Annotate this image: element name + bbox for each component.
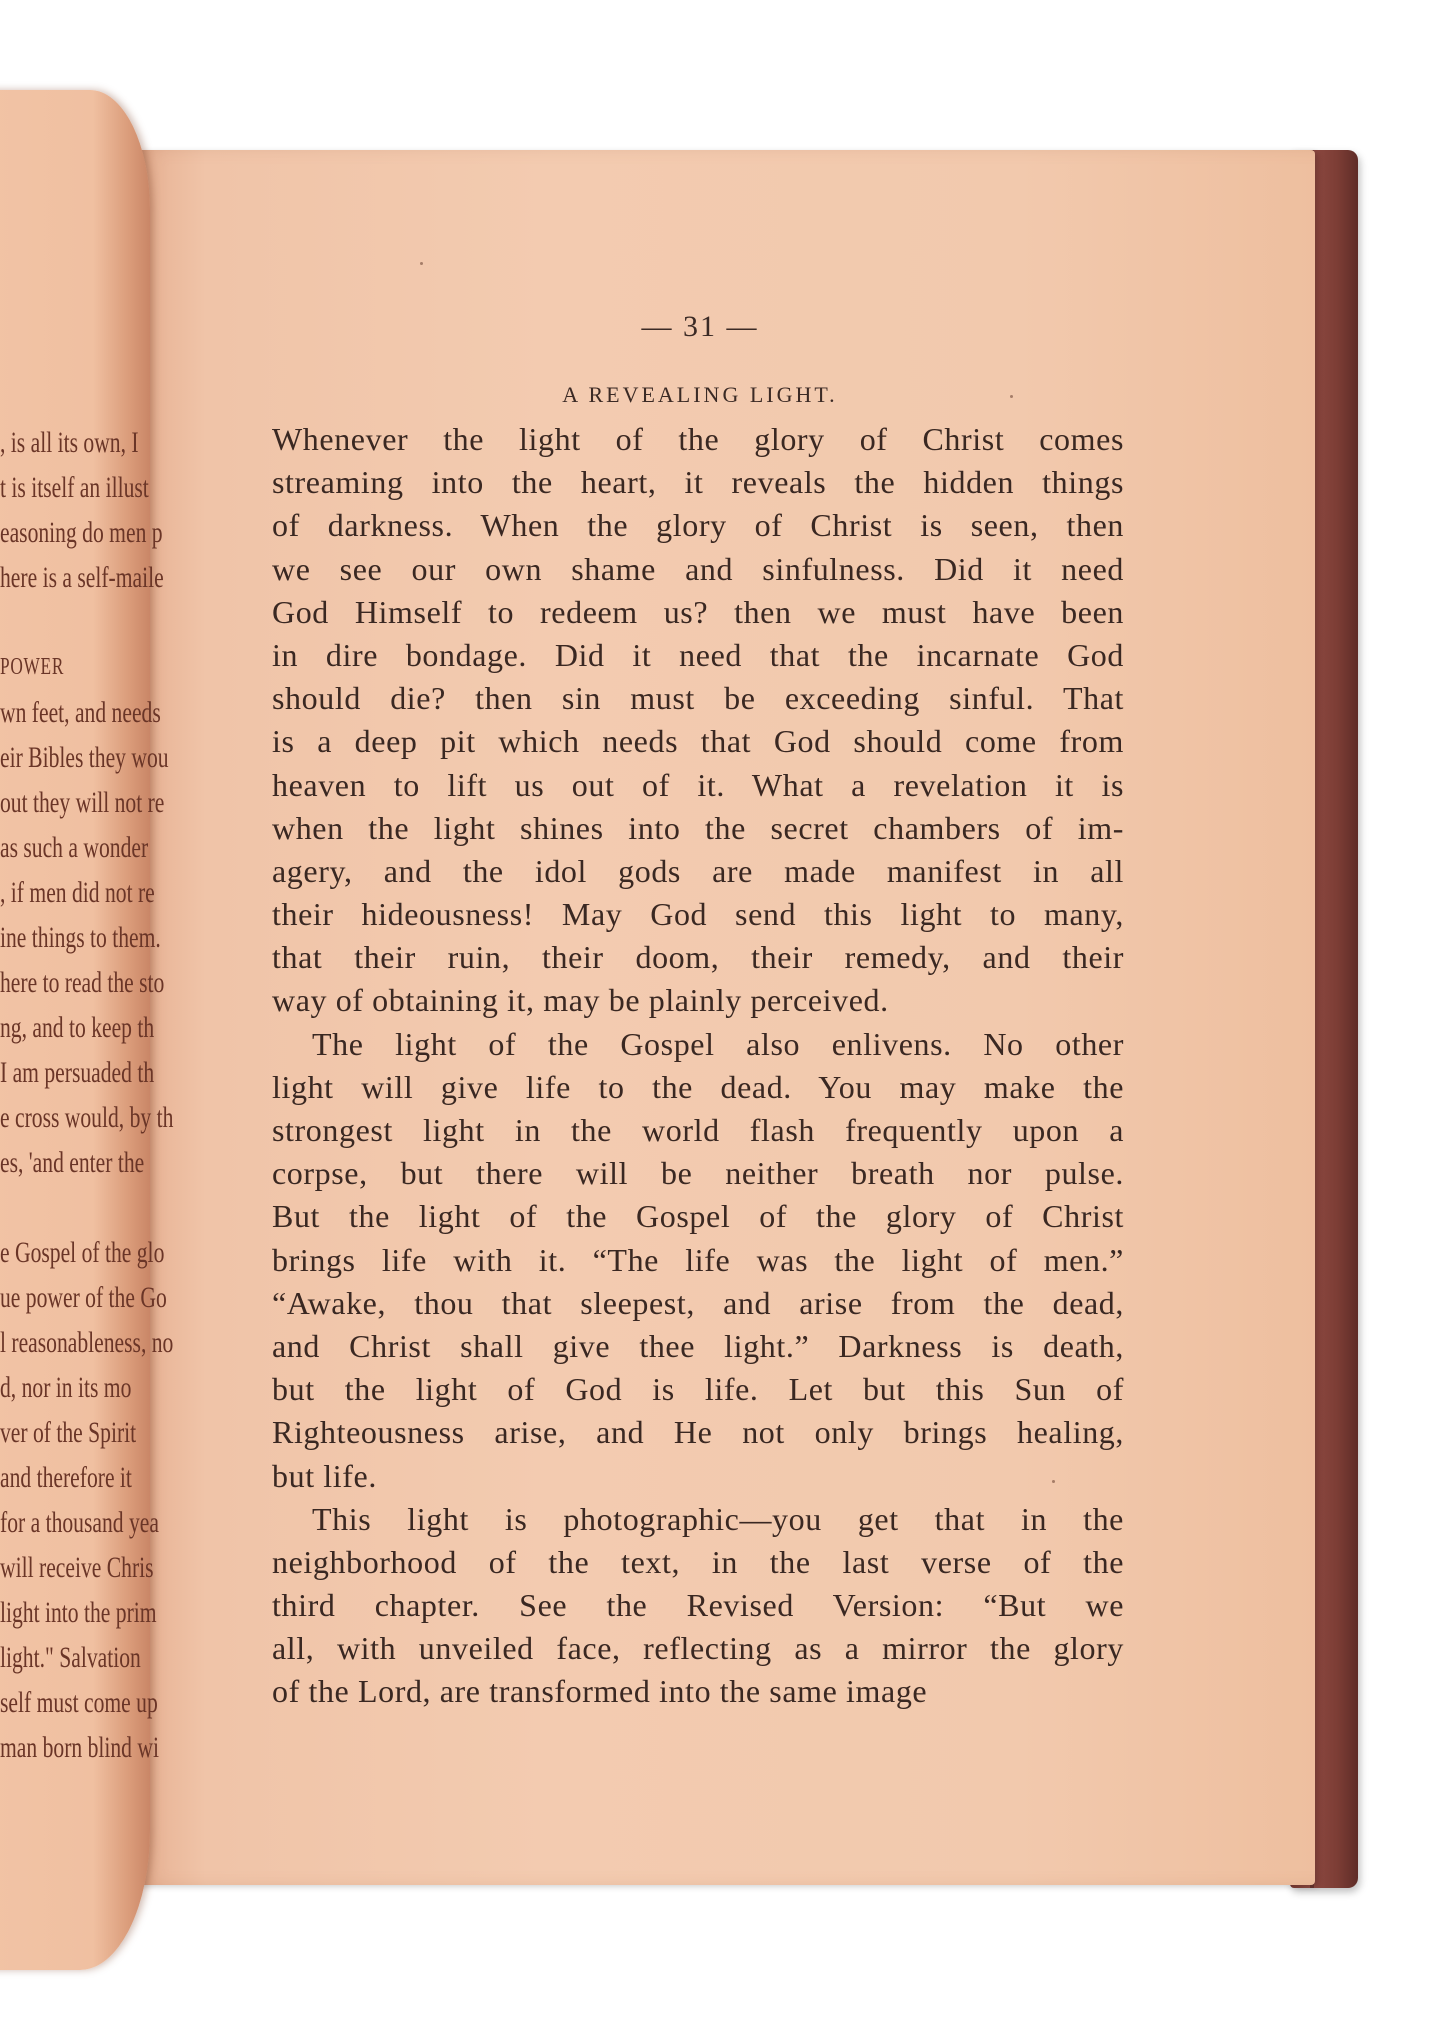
text-line: is a deep pit which needs that God should come from <box>272 723 1124 760</box>
page-body <box>272 418 1124 1714</box>
left-page-fragment: ue power of the Go <box>0 1281 167 1314</box>
left-page-fragment: for a thousand yea <box>0 1506 159 1539</box>
text-line: but the light of God is life. Let but this Sun of <box>272 1371 1124 1408</box>
left-page-fragment: self must come up <box>0 1686 158 1719</box>
left-page-text <box>0 420 173 1770</box>
left-page-fragment: ver of the Spirit <box>0 1416 137 1449</box>
left-page-fragment: ng, and to keep th <box>0 1011 155 1044</box>
page-number: — 31 — <box>641 310 759 343</box>
text-line: all, with unveiled face, reflecting as a mirror the glory <box>272 1630 1124 1667</box>
left-page-fragment: out they will not re <box>0 786 165 819</box>
paper-speck <box>1052 1480 1055 1483</box>
text-line: of darkness. When the glory of Christ is seen, then <box>272 507 1124 544</box>
left-page-fragment: and therefore it <box>0 1461 132 1494</box>
paper-speck <box>420 262 423 265</box>
text-line: Whenever the light of the glory of Christ comes <box>272 421 1124 457</box>
text-line: This light is photographic—you get that in the <box>312 1500 1124 1537</box>
left-page-fragment: I am persuaded th <box>0 1056 155 1089</box>
text-line: but life. <box>272 1457 377 1494</box>
left-page-fragment: POWER <box>0 654 65 680</box>
text-line: neighborhood of the text, in the last verse of the <box>272 1543 1124 1580</box>
left-page-fragment: es, 'and enter the <box>0 1146 145 1179</box>
text-line: But the light of the Gospel of the glory of Christ <box>272 1198 1124 1235</box>
left-page-fragment: light." Salvation <box>0 1641 141 1674</box>
left-page-fragment: , if men did not re <box>0 876 155 909</box>
left-page-fragment: wn feet, and needs <box>0 696 161 729</box>
text-line: corpse, but there will be neither breath nor pulse. <box>272 1155 1124 1192</box>
text-line: should die? then sin must be exceeding sinful. That <box>272 680 1124 717</box>
text-line: third chapter. See the Revised Version: “But we <box>272 1587 1124 1624</box>
left-page-fragment: man born blind wi <box>0 1731 159 1764</box>
left-page <box>0 90 174 1970</box>
text-line: when the light shines into the secret chambers of im- <box>272 809 1124 846</box>
left-page-fragment: l reasonableness, no <box>0 1326 174 1359</box>
text-line: light will give life to the dead. You may make the <box>272 1068 1124 1105</box>
paper-speck <box>1010 395 1013 398</box>
left-page-fragment: d, nor in its mo <box>0 1371 132 1404</box>
text-line: “Awake, thou that sleepest, and arise from the dead, <box>272 1284 1124 1321</box>
text-line: agery, and the idol gods are made manifest in all <box>272 852 1124 889</box>
left-page-fragment: will receive Chris <box>0 1551 154 1584</box>
left-page-fragment: e cross would, by th <box>0 1101 174 1134</box>
text-line: their hideousness! May God send this light to many, <box>272 896 1124 933</box>
text-line: in dire bondage. Did it need that the incarnate God <box>272 636 1124 673</box>
left-page-fragment: here is a self-maile <box>0 561 164 594</box>
running-head: A REVEALING LIGHT. <box>562 382 838 407</box>
left-page-fragment: easoning do men p <box>0 516 163 549</box>
text-line: way of obtaining it, may be plainly perceived. <box>272 982 889 1019</box>
text-line: heaven to lift us out of it. What a revelation it is <box>272 766 1124 803</box>
text-line: and Christ shall give thee light.” Darkness is death, <box>272 1327 1124 1364</box>
text-line: God Himself to redeem us? then we must have been <box>272 593 1124 630</box>
left-page-fragment: light into the prim <box>0 1596 157 1629</box>
text-line: that their ruin, their doom, their remedy, and their <box>272 939 1124 976</box>
left-page-fragment: here to read the sto <box>0 966 165 999</box>
left-page-fragment: ine things to them. <box>0 921 161 954</box>
left-page-fragment <box>0 1185 173 1230</box>
text-line: The light of the Gospel also enlivens. No other <box>312 1025 1124 1062</box>
left-page-fragment: , is all its own, I <box>0 426 139 459</box>
left-page-fragment <box>0 600 173 645</box>
text-line: of the Lord, are transformed into the same image <box>272 1673 928 1710</box>
left-page-fragment: eir Bibles they wou <box>0 741 169 774</box>
left-page-fragment: e Gospel of the glo <box>0 1236 165 1269</box>
left-page-fragment: t is itself an illust <box>0 471 149 504</box>
text-line: strongest light in the world flash frequently upon a <box>272 1112 1124 1148</box>
text-line: Righteousness arise, and He not only brings healing, <box>272 1414 1124 1451</box>
text-line: streaming into the heart, it reveals the hidden things <box>272 464 1124 501</box>
text-line: brings life with it. “The life was the light of men.” <box>272 1241 1124 1278</box>
text-line: we see our own shame and sinfulness. Did it need <box>272 550 1124 587</box>
left-page-fragment: as such a wonder <box>0 831 149 864</box>
